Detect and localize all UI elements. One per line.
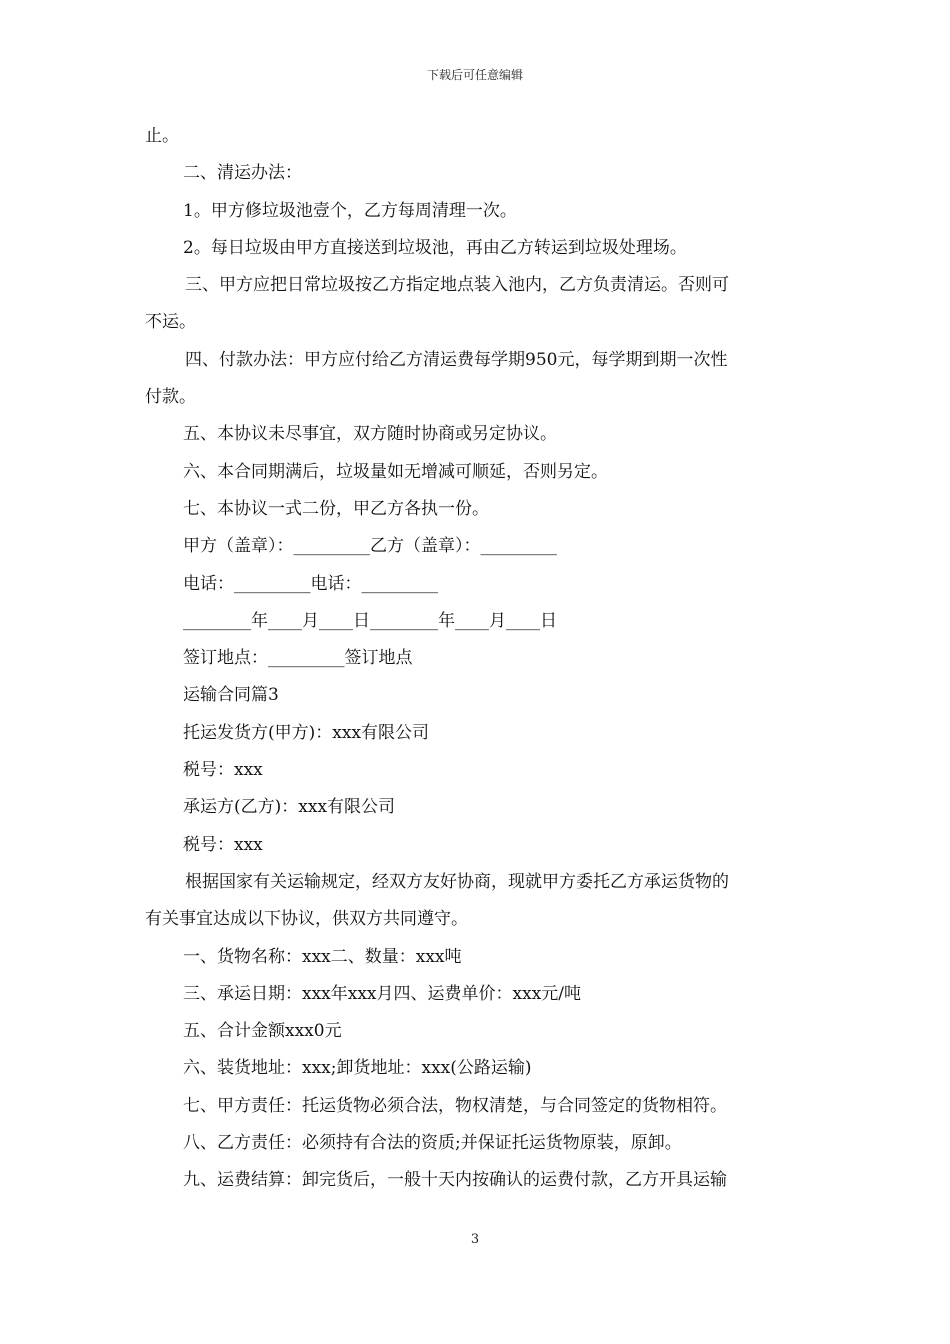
paragraph-line: 三、甲方应把日常垃圾按乙方指定地点装入池内，乙方负责清运。否则可 (185, 275, 729, 296)
page-number: 3 (470, 1232, 480, 1247)
paragraph-line: 税号：xxx (183, 760, 263, 781)
paragraph-line: 五、本协议未尽事宜，双方随时协商或另定协议。 (183, 424, 557, 445)
paragraph-line: 承运方(乙方)：xxx有限公司 (183, 797, 396, 818)
paragraph-line: 二、清运办法： (183, 163, 302, 184)
signature-line-parties: 甲方（盖章）：_________乙方（盖章）：_________ (183, 536, 557, 557)
page-header-note: 下载后可任意编辑 (426, 68, 523, 82)
paragraph-line: 止。 (145, 126, 179, 146)
signature-line-phone: 电话：_________电话：_________ (183, 573, 438, 594)
paragraph-line: 七、本协议一式二份，甲乙方各执一份。 (183, 498, 489, 519)
paragraph-line: 六、本合同期满后，垃圾量如无增减可顺延，否则另定。 (183, 461, 608, 482)
paragraph-line: 税号：xxx (183, 834, 263, 855)
document-body (145, 118, 810, 1200)
paragraph-line: 付款。 (145, 387, 196, 408)
paragraph-line: 2。每日垃圾由甲方直接送到垃圾池，再由乙方转运到垃圾处理场。 (183, 237, 687, 258)
paragraph-line: 根据国家有关运输规定，经双方友好协商，现就甲方委托乙方承运货物的 (185, 871, 729, 892)
paragraph-line: 有关事宜达成以下协议，供双方共同遵守。 (145, 909, 468, 930)
paragraph-line: 三、承运日期：xxx年xxx月四、运费单价：xxx元/吨 (183, 983, 582, 1004)
paragraph-line: 七、甲方责任：托运货物必须合法，物权清楚，与合同签定的货物相符。 (183, 1095, 727, 1116)
paragraph-line: 五、合计金额xxx0元 (183, 1021, 342, 1042)
paragraph-line: 托运发货方(甲方)：xxx有限公司 (183, 722, 430, 743)
paragraph-line: 不运。 (145, 312, 196, 333)
paragraph-line: 九、运费结算：卸完货后，一般十天内按确认的运费付款，乙方开具运输 (183, 1170, 727, 1191)
signature-line-date: ________年____月____日________年____月____日 (183, 610, 557, 631)
paragraph-line: 1。甲方修垃圾池壹个，乙方每周清理一次。 (183, 200, 517, 221)
signature-line-place: 签订地点：_________签订地点 (183, 648, 413, 669)
paragraph-line: 八、乙方责任：必须持有合法的资质;并保证托运货物原装，原卸。 (183, 1133, 682, 1154)
paragraph-line: 四、付款办法：甲方应付给乙方清运费每学期950元，每学期到期一次性 (185, 349, 728, 370)
paragraph-line: 六、装货地址：xxx;卸货地址：xxx(公路运输) (183, 1058, 532, 1079)
paragraph-line: 一、货物名称：xxx二、数量：xxx吨 (183, 946, 462, 967)
section-title: 运输合同篇3 (183, 685, 279, 706)
